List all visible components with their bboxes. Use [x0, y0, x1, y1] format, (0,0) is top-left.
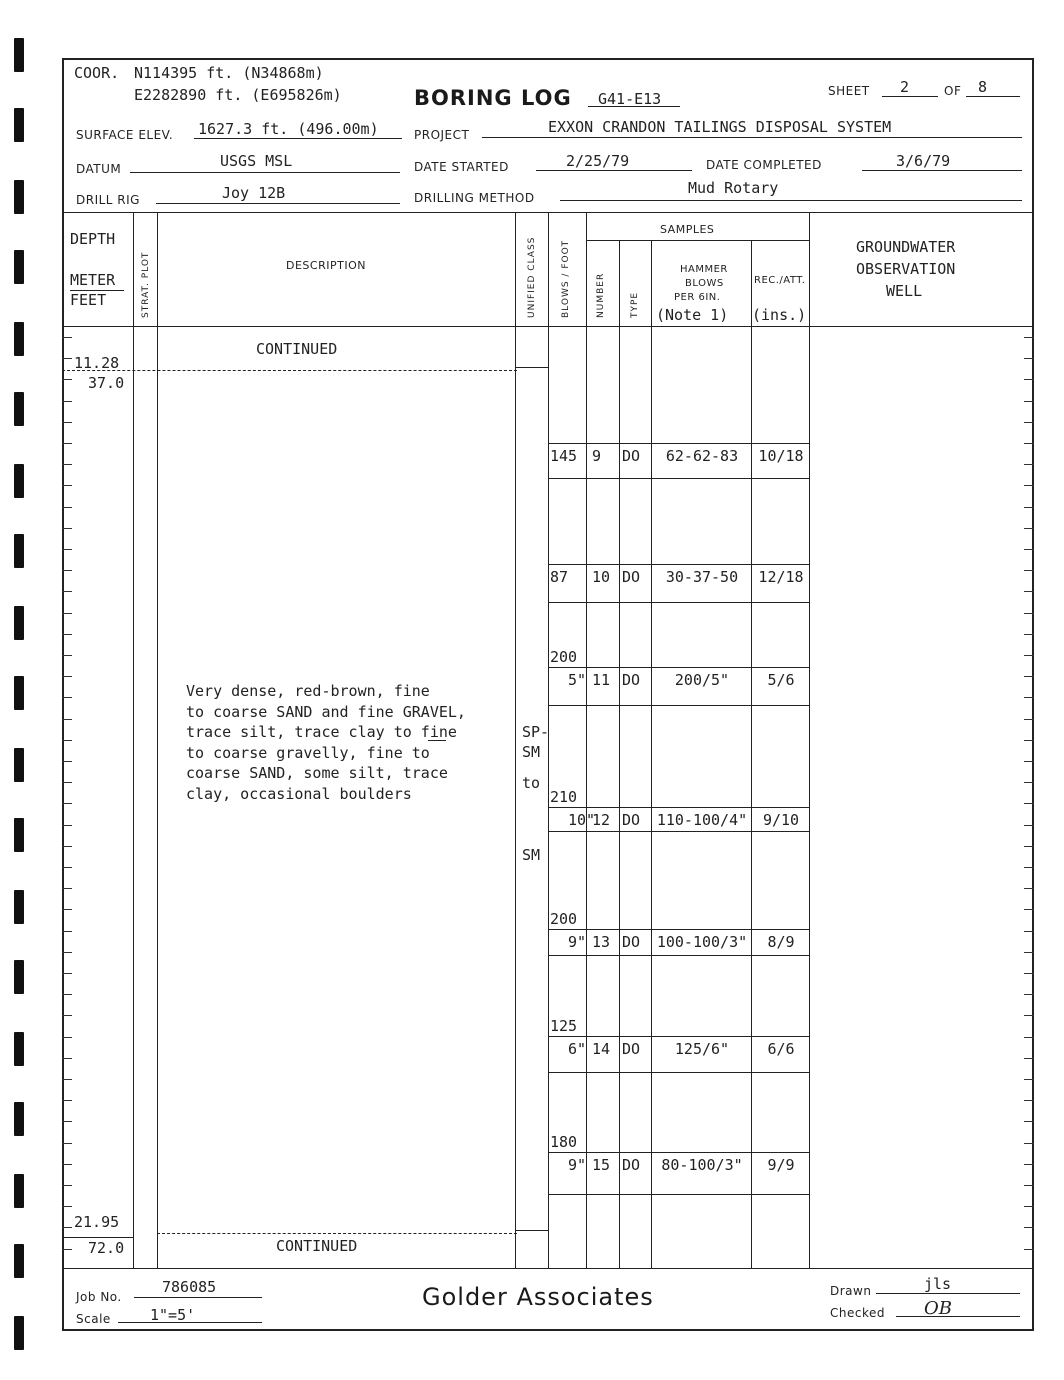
- groundwater-header-3: WELL: [886, 282, 923, 300]
- groundwater-header-1: GROUNDWATER: [856, 238, 956, 256]
- blows-per-foot: 210: [550, 788, 578, 806]
- depth-tick: [1024, 697, 1034, 698]
- depth-tick: [1024, 1227, 1034, 1228]
- depth-tick: [1024, 803, 1034, 804]
- depth-tick: [1024, 1185, 1034, 1186]
- sample-type: DO: [622, 811, 641, 829]
- sheet-total: 8: [978, 78, 988, 96]
- sheet-number: 2: [900, 78, 910, 96]
- depth-tick: [1024, 570, 1034, 571]
- depth-tick: [62, 1015, 72, 1016]
- blows-penetration: 6": [568, 1040, 587, 1058]
- depth-tick: [62, 422, 72, 423]
- class-line: to: [522, 774, 541, 792]
- surface-elev-value: 1627.3 ft. (496.00m): [198, 120, 379, 138]
- sample-number: 15: [592, 1156, 611, 1174]
- bottom-depth-feet: 72.0: [88, 1239, 125, 1257]
- depth-tick: [62, 952, 72, 953]
- depth-tick: [62, 803, 72, 804]
- blows-penetration: 9": [568, 1156, 587, 1174]
- depth-tick: [62, 1249, 72, 1250]
- sheet-label: SHEET: [828, 84, 870, 98]
- blows-per-foot: 200: [550, 910, 578, 928]
- rec-att-header: REC./ATT.: [754, 275, 806, 286]
- depth-tick: [1024, 676, 1034, 677]
- description-line: Very dense, red-brown, fine: [186, 682, 430, 700]
- continued-bottom: CONTINUED: [276, 1237, 358, 1255]
- description-header: DESCRIPTION: [286, 259, 366, 272]
- depth-tick: [62, 846, 72, 847]
- depth-tick: [62, 1206, 72, 1207]
- blows-penetration: 10": [568, 811, 596, 829]
- rec-unit: (ins.): [752, 306, 807, 324]
- depth-tick: [62, 782, 72, 783]
- recovery: 9/10: [762, 811, 800, 829]
- depth-tick: [62, 719, 72, 720]
- depth-tick: [1024, 782, 1034, 783]
- recovery: 9/9: [767, 1156, 795, 1174]
- depth-tick: [62, 507, 72, 508]
- description-line: to coarse gravelly, fine to: [186, 743, 430, 762]
- recovery: 6/6: [767, 1040, 795, 1058]
- class-line: SM: [522, 846, 541, 864]
- punch-mark: [14, 1174, 24, 1208]
- depth-tick: [62, 825, 72, 826]
- datum-label: DATUM: [76, 162, 122, 176]
- depth-tick: [1024, 1079, 1034, 1080]
- depth-tick: [1024, 994, 1034, 995]
- depth-tick: [62, 591, 72, 592]
- depth-tick: [1024, 973, 1034, 974]
- depth-tick: [1024, 337, 1034, 338]
- depth-tick: [1024, 634, 1034, 635]
- depth-tick: [62, 888, 72, 889]
- strat-plot-header: STRAT. PLOT: [141, 251, 151, 318]
- depth-tick: [1024, 528, 1034, 529]
- punch-mark: [14, 960, 24, 994]
- depth-tick: [1024, 507, 1034, 508]
- sample-type: DO: [622, 933, 641, 951]
- punch-mark: [14, 392, 24, 426]
- depth-tick: [62, 931, 72, 932]
- depth-tick: [62, 337, 72, 338]
- depth-tick: [62, 697, 72, 698]
- depth-tick: [62, 740, 72, 741]
- depth-tick: [1024, 591, 1034, 592]
- drawn-label: Drawn: [830, 1284, 872, 1298]
- job-number: 786085: [162, 1278, 217, 1296]
- datum-value: USGS MSL: [220, 152, 293, 170]
- sample-type: DO: [622, 1156, 641, 1174]
- class-line: SM: [522, 743, 541, 761]
- document-title: BORING LOG: [414, 86, 572, 110]
- depth-tick: [1024, 846, 1034, 847]
- punch-mark: [14, 1316, 24, 1350]
- blows-penetration: 5": [568, 671, 587, 689]
- hammer-header-3: PER 6IN.: [674, 292, 721, 303]
- of-label: OF: [944, 84, 962, 98]
- punch-mark: [14, 606, 24, 640]
- punch-mark: [14, 1032, 24, 1066]
- depth-tick: [62, 613, 72, 614]
- depth-tick: [62, 676, 72, 677]
- depth-tick: [1024, 1058, 1034, 1059]
- unified-class-header: UNIFIED CLASS: [527, 236, 537, 318]
- sample-type: DO: [622, 1040, 641, 1058]
- coor-north: N114395 ft. (N34868m): [134, 64, 324, 82]
- depth-tick: [1024, 1015, 1034, 1016]
- depth-tick: [62, 1143, 72, 1144]
- depth-tick: [62, 379, 72, 380]
- depth-tick: [1024, 358, 1034, 359]
- depth-header: DEPTH: [70, 230, 116, 248]
- depth-tick: [1024, 485, 1034, 486]
- sample-number: 13: [592, 933, 611, 951]
- feet-header: FEET: [70, 291, 107, 309]
- depth-tick: [1024, 1206, 1034, 1207]
- punch-mark: [14, 676, 24, 710]
- depth-tick: [62, 994, 72, 995]
- depth-tick: [1024, 1143, 1034, 1144]
- depth-tick: [62, 485, 72, 486]
- drill-rig-value: Joy 12B: [222, 184, 286, 202]
- depth-tick: [1024, 740, 1034, 741]
- meter-header: METER: [70, 271, 116, 289]
- depth-tick: [1024, 655, 1034, 656]
- depth-tick: [62, 634, 72, 635]
- depth-tick: [1024, 379, 1034, 380]
- sample-number: 11: [592, 671, 611, 689]
- hammer-blows: 100-100/3": [656, 933, 748, 951]
- drawn-initials: jls: [924, 1275, 952, 1293]
- surface-elev-label: SURFACE ELEV.: [76, 128, 174, 142]
- sample-number: 10: [592, 568, 611, 586]
- depth-tick: [1024, 867, 1034, 868]
- type-header: TYPE: [630, 291, 640, 318]
- top-depth-meter: 11.28: [74, 354, 120, 372]
- blows-foot-header: BLOWS / FOOT: [561, 239, 571, 318]
- punch-mark: [14, 180, 24, 214]
- depth-tick: [62, 867, 72, 868]
- hammer-blows: 30-37-50: [665, 568, 739, 586]
- depth-tick: [62, 1185, 72, 1186]
- punch-mark: [14, 1244, 24, 1278]
- depth-tick: [1024, 761, 1034, 762]
- blows-per-foot: 125: [550, 1017, 578, 1035]
- depth-tick: [62, 1100, 72, 1101]
- project-value: EXXON CRANDON TAILINGS DISPOSAL SYSTEM: [548, 118, 892, 136]
- hammer-header-2: BLOWS: [685, 278, 724, 289]
- sample-number: 14: [592, 1040, 611, 1058]
- sample-number: 12: [592, 811, 611, 829]
- depth-tick: [62, 464, 72, 465]
- depth-tick: [1024, 1164, 1034, 1165]
- depth-tick: [1024, 401, 1034, 402]
- punch-mark: [14, 108, 24, 142]
- depth-tick: [62, 570, 72, 571]
- depth-tick: [1024, 719, 1034, 720]
- date-started-label: DATE STARTED: [414, 160, 509, 174]
- scale-value: 1"=5': [150, 1306, 196, 1324]
- drilling-method-value: Mud Rotary: [688, 179, 779, 197]
- job-label: Job No.: [76, 1290, 122, 1304]
- recovery: 8/9: [767, 933, 795, 951]
- date-completed-label: DATE COMPLETED: [706, 158, 822, 172]
- description-line: coarse SAND, some silt, trace: [186, 764, 448, 782]
- depth-tick: [62, 549, 72, 550]
- depth-tick: [62, 1121, 72, 1122]
- depth-tick: [62, 1037, 72, 1038]
- blows-per-foot: 180: [550, 1133, 578, 1151]
- depth-tick: [62, 358, 72, 359]
- continued-top: CONTINUED: [256, 340, 338, 358]
- description-line: to coarse SAND and fine GRAVEL,: [186, 702, 466, 721]
- punch-mark: [14, 250, 24, 284]
- hammer-header-1: HAMMER: [680, 264, 728, 275]
- depth-tick: [1024, 613, 1034, 614]
- depth-tick: [62, 401, 72, 402]
- punch-mark: [14, 534, 24, 568]
- depth-tick: [1024, 1037, 1034, 1038]
- hammer-blows: 200/5": [674, 671, 730, 689]
- depth-tick: [1024, 888, 1034, 889]
- hammer-note: (Note 1): [656, 306, 729, 324]
- drill-rig-label: DRILL RIG: [76, 193, 140, 207]
- depth-tick: [62, 443, 72, 444]
- sample-type: DO: [622, 447, 641, 465]
- hammer-blows: 80-100/3": [661, 1156, 743, 1174]
- depth-tick: [1024, 825, 1034, 826]
- bottom-depth-meter: 21.95: [74, 1213, 120, 1231]
- groundwater-header-2: OBSERVATION: [856, 260, 956, 278]
- depth-tick: [1024, 1100, 1034, 1101]
- depth-tick: [62, 1164, 72, 1165]
- depth-tick: [1024, 549, 1034, 550]
- blows-per-foot: 200: [550, 648, 578, 666]
- hammer-blows: 110-100/4": [656, 811, 748, 829]
- sample-number: 9: [592, 447, 602, 465]
- boring-id: G41-E13: [598, 90, 662, 108]
- punch-mark: [14, 890, 24, 924]
- project-label: PROJECT: [414, 128, 470, 142]
- blows-per-foot: 145: [550, 447, 578, 465]
- punch-mark: [14, 1102, 24, 1136]
- punch-mark: [14, 748, 24, 782]
- date-started-value: 2/25/79: [566, 152, 630, 170]
- depth-tick: [62, 761, 72, 762]
- depth-tick: [62, 528, 72, 529]
- punch-mark: [14, 464, 24, 498]
- depth-tick: [1024, 931, 1034, 932]
- samples-header: SAMPLES: [660, 223, 715, 236]
- coor-label: COOR.: [74, 64, 120, 82]
- depth-tick: [62, 1058, 72, 1059]
- depth-tick: [1024, 443, 1034, 444]
- hammer-blows: 125/6": [674, 1040, 730, 1058]
- checked-initials: OB: [924, 1298, 952, 1319]
- recovery: 12/18: [758, 568, 804, 586]
- blows-per-foot: 87: [550, 568, 569, 586]
- hammer-blows: 62-62-83: [665, 447, 739, 465]
- recovery: 10/18: [758, 447, 804, 465]
- blows-penetration: 9": [568, 933, 587, 951]
- punch-mark: [14, 38, 24, 72]
- sample-type: DO: [622, 671, 641, 689]
- number-header: NUMBER: [596, 272, 606, 318]
- drilling-method-label: DRILLING METHOD: [414, 191, 535, 205]
- top-depth-feet: 37.0: [88, 374, 125, 392]
- punch-mark: [14, 818, 24, 852]
- depth-tick: [1024, 909, 1034, 910]
- depth-tick: [62, 909, 72, 910]
- checked-label: Checked: [830, 1306, 885, 1320]
- depth-tick: [1024, 952, 1034, 953]
- company-name: Golder Associates: [422, 1283, 654, 1311]
- depth-tick: [1024, 464, 1034, 465]
- depth-tick: [62, 973, 72, 974]
- depth-tick: [62, 1079, 72, 1080]
- scale-label: Scale: [76, 1312, 111, 1326]
- description-line: clay, occasional boulders: [186, 784, 412, 803]
- depth-tick: [1024, 1249, 1034, 1250]
- sample-type: DO: [622, 568, 641, 586]
- depth-tick: [62, 655, 72, 656]
- recovery: 5/6: [767, 671, 795, 689]
- coor-east: E2282890 ft. (E695826m): [134, 86, 342, 104]
- description-line: trace silt, trace clay to fine: [186, 723, 457, 741]
- punch-mark: [14, 322, 24, 356]
- date-completed-value: 3/6/79: [896, 152, 951, 170]
- depth-tick: [1024, 422, 1034, 423]
- class-line: SP-: [522, 723, 550, 741]
- depth-tick: [1024, 1121, 1034, 1122]
- depth-tick: [62, 1227, 72, 1228]
